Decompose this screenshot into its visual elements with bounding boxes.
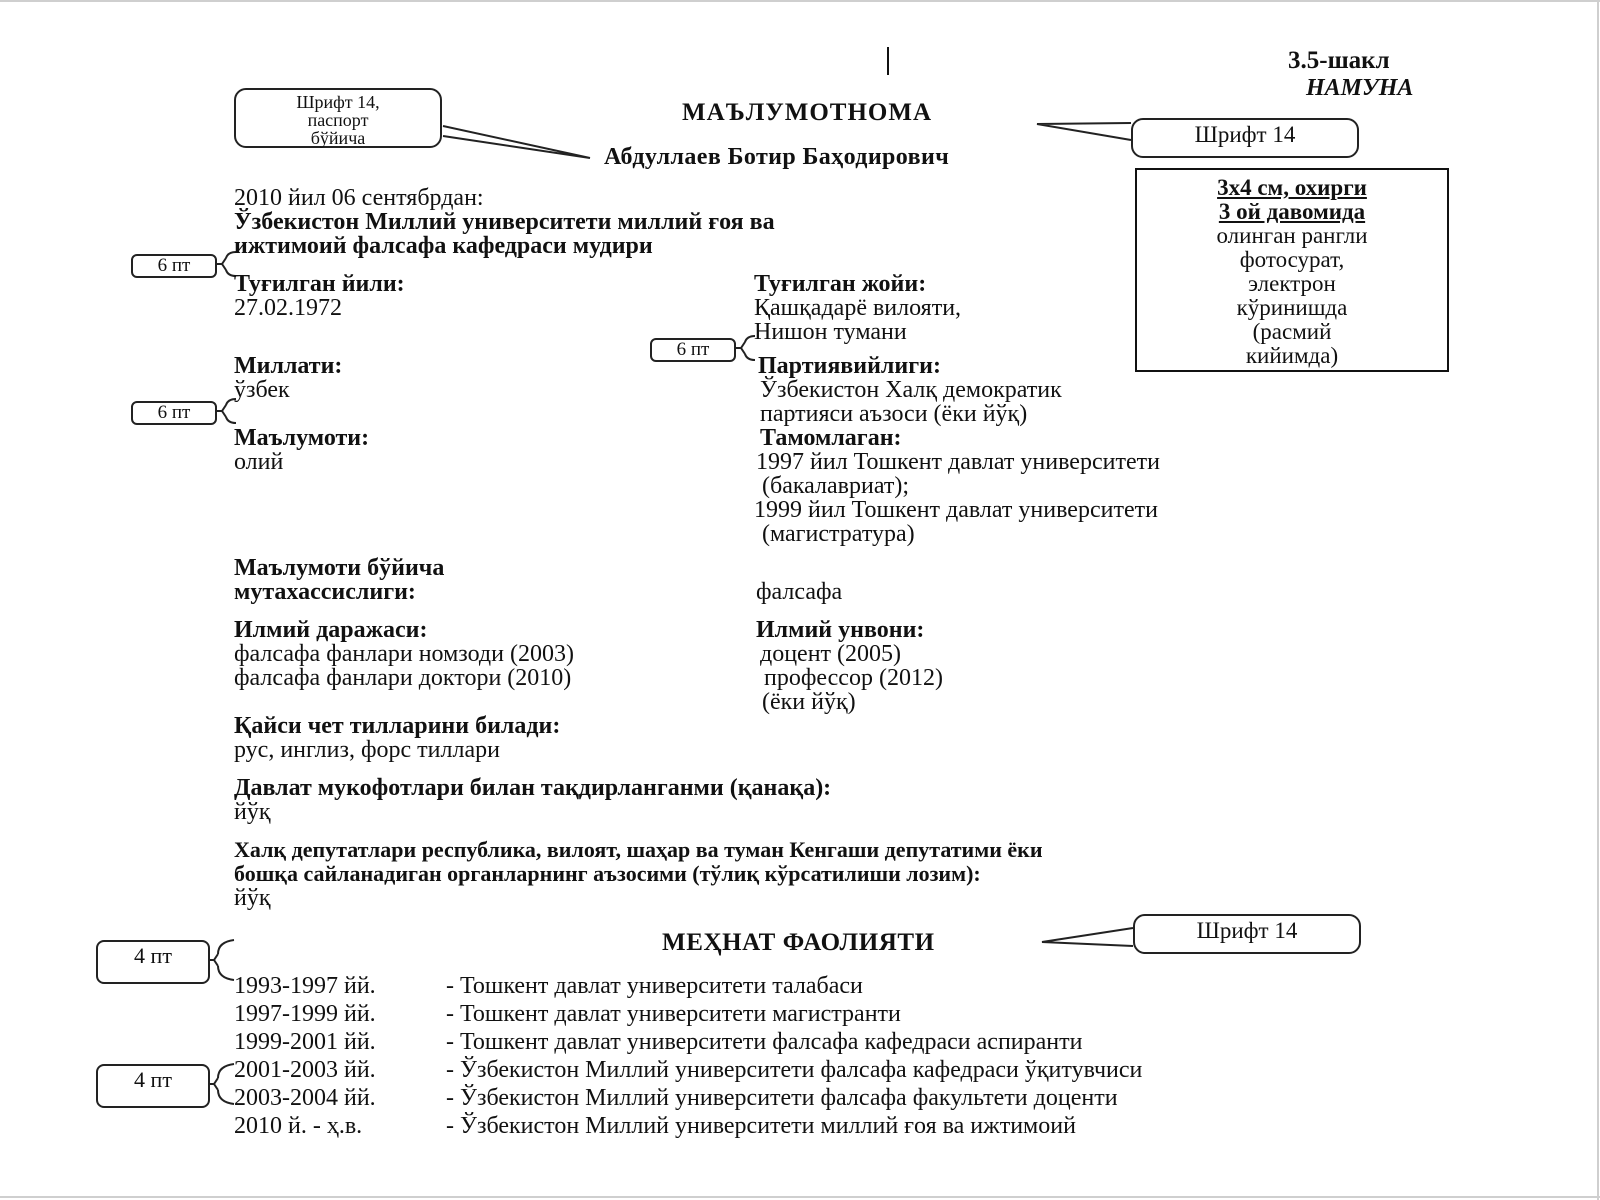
academic-title-line-3: (ёки йўқ) — [762, 689, 856, 715]
birth-place-line-1: Қашқадарё вилояти, — [754, 295, 962, 321]
deputy-label-2: бошқа сайланадиган органларнинг аъзосими (тўлиқ кўрсатилиши лозим): — [234, 861, 981, 886]
spacing-label: 4 пт — [134, 943, 172, 968]
degree-line-2: фалсафа фанлари доктори (2010) — [234, 665, 572, 691]
work-period: 2010 й. - ҳ.в. — [234, 1113, 363, 1139]
birth-place-line-2: Нишон тумани — [754, 319, 907, 345]
education-value: олий — [234, 449, 284, 475]
party-label: Партиявийлиги: — [758, 353, 941, 379]
specialty-label-2: мутахассислиги: — [234, 579, 416, 605]
graduated-line-2: (бакалавриат); — [762, 473, 909, 499]
party-line-2: партияси аъзоси (ёки йўқ) — [760, 401, 1028, 427]
work-description: - Тошкент давлат университети фалсафа кафедраси аспиранти — [446, 1029, 1083, 1055]
academic-title-label: Илмий унвони: — [756, 617, 925, 643]
sample-label: НАМУНА — [1306, 75, 1414, 101]
work-period: 1999-2001 йй. — [234, 1029, 376, 1055]
specialty-value: фалсафа — [756, 579, 843, 605]
awards-label: Давлат мукофотлари билан тақдирланганми (қанақа): — [234, 775, 832, 801]
photo-note-line: кийимда) — [1245, 343, 1339, 368]
work-period: 2001-2003 йй. — [234, 1057, 376, 1083]
awards-value: йўқ — [234, 799, 271, 825]
deputy-label-1: Халқ депутатлари республика, вилоят, шаҳар ва туман Кенгаши депутатими ёки — [234, 837, 1043, 862]
photo-note-line: (расмий — [1252, 319, 1332, 344]
spacing-6pt-marker — [131, 254, 217, 278]
font-passport-callout — [234, 88, 442, 148]
position-since: 2010 йил 06 сентябрдан: — [234, 185, 484, 211]
photo-note-line: фотосурат, — [1239, 247, 1345, 272]
spacing-label: 6 пт — [157, 402, 191, 423]
callout-line: бўйича — [310, 128, 366, 148]
work-description: - Ўзбекистон Миллий университети фалсафа кафедраси ўқитувчиси — [446, 1057, 1143, 1083]
birth-year-label: Туғилган йили: — [234, 271, 405, 297]
education-label: Маълумоти: — [234, 425, 370, 451]
spacing-label: 6 пт — [676, 339, 710, 360]
photo-note-line: 3х4 см, охирги — [1217, 175, 1367, 200]
languages-value: рус, инглиз, форс тиллари — [234, 737, 500, 763]
spacing-4pt-marker — [96, 940, 210, 984]
birth-year-value: 27.02.1972 — [234, 295, 342, 321]
callout-line: Шрифт 14, — [296, 92, 380, 112]
work-description: - Тошкент давлат университети талабаси — [446, 973, 863, 999]
degree-line-1: фалсафа фанлари номзоди (2003) — [234, 641, 574, 667]
callout-text: Шрифт 14 — [1196, 918, 1298, 943]
work-section-title: МЕҲНАТ ФАОЛИЯТИ — [662, 929, 935, 956]
photo-note-line: кўринишда — [1236, 295, 1348, 320]
spacing-6pt-marker — [650, 338, 736, 362]
position-line-1: Ўзбекистон Миллий университети миллий ғоя ва — [234, 209, 775, 235]
birth-place-label: Туғилган жойи: — [754, 271, 927, 297]
nationality-label: Миллати: — [234, 353, 343, 379]
spacing-label: 6 пт — [157, 255, 191, 276]
photo-note-line: олинган рангли — [1216, 223, 1368, 248]
document-title: МАЪЛУМОТНОМА — [682, 99, 933, 126]
graduated-line-1: 1997 йил Тошкент давлат университети — [756, 449, 1160, 475]
spacing-label: 4 пт — [134, 1067, 172, 1092]
party-line-1: Ўзбекистон Халқ демократик — [760, 377, 1062, 403]
photo-note-line: электрон — [1248, 271, 1336, 296]
work-description: - Тошкент давлат университети магистранти — [446, 1001, 901, 1027]
font-title-callout — [1131, 118, 1359, 158]
deputy-value: йўқ — [234, 885, 271, 911]
full-name: Абдуллаев Ботир Баҳодирович — [604, 144, 950, 170]
position-line-2: ижтимоий фалсафа кафедраси мудири — [234, 233, 653, 259]
degree-label: Илмий даражаси: — [234, 617, 428, 643]
nationality-value: ўзбек — [234, 377, 290, 403]
graduated-line-3: 1999 йил Тошкент давлат университети — [754, 497, 1158, 523]
academic-title-line-1: доцент (2005) — [760, 641, 902, 667]
form-number: 3.5-шакл — [1288, 47, 1390, 74]
photo-placeholder — [1135, 168, 1449, 372]
academic-title-line-2: профессор (2012) — [764, 665, 943, 691]
spacing-6pt-marker — [131, 401, 217, 425]
work-description: - Ўзбекистон Миллий университети фалсафа факультети доценти — [446, 1085, 1118, 1111]
work-description: - Ўзбекистон Миллий университети миллий ғоя ва ижтимоий — [446, 1113, 1076, 1139]
languages-label: Қайси чет тилларини билади: — [234, 713, 561, 739]
work-period: 1997-1999 йй. — [234, 1001, 376, 1027]
callout-line: паспорт — [307, 110, 369, 130]
specialty-label-1: Маълумоти бўйича — [234, 555, 445, 581]
callout-text: Шрифт 14 — [1194, 122, 1296, 147]
work-period: 2003-2004 йй. — [234, 1085, 376, 1111]
spacing-4pt-marker — [96, 1064, 210, 1108]
graduated-line-4: (магистратура) — [762, 521, 915, 547]
photo-note-line: 3 ой давомида — [1218, 199, 1366, 224]
work-period: 1993-1997 йй. — [234, 973, 376, 999]
graduated-label: Тамомлаган: — [760, 425, 902, 451]
font-work-title-callout — [1133, 914, 1361, 954]
